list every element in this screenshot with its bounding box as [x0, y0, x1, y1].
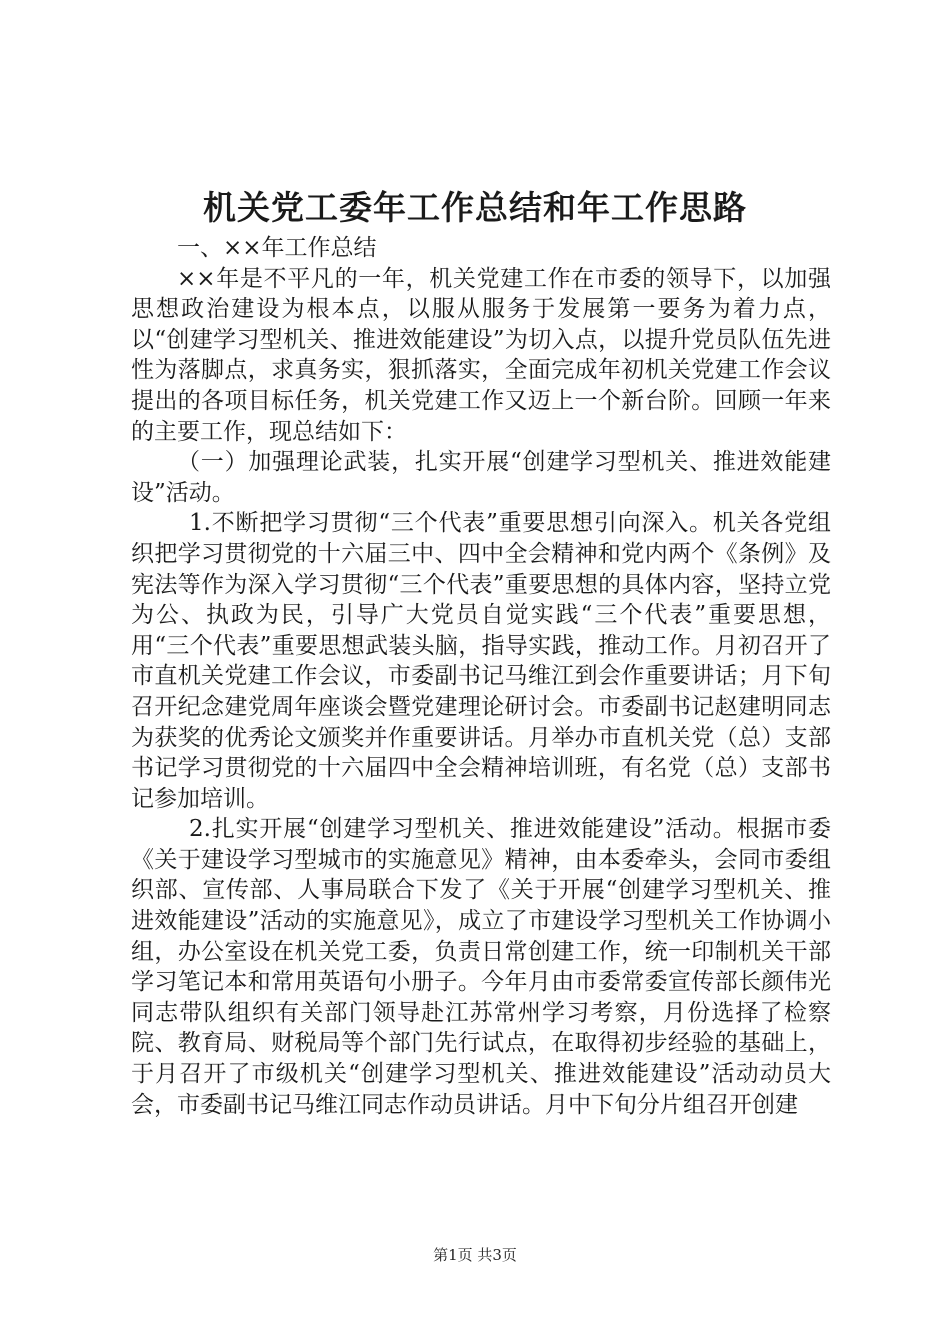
paragraph-item-1: 1.不断把学习贯彻“三个代表”重要思想引向深入。机关各党组织把学习贯彻党的十六届三中、四中全会精神和党内两个《条例》及宪法等作为深入学习贯彻“三个代表”重要思想的具体内容，坚持立党为公、执政为民，引导广大党员自觉实践“三个代表”重要思想，用“三个代表”重要思想武装头脑，指导实践，推动工作。月初召开了市直机关党建工作会议，市委副书记马维江到会作重要讲话；月下旬召开纪念建党周年座谈会暨党建理论研讨会。市委副书记赵建明同志为获奖的优秀论文颁奖并作重要讲话。月举办市直机关党（总）支部书记学习贯彻党的十六届四中全会精神培训班，有名党（总）支部书记参加培训。 [131, 510, 831, 812]
paragraph-subheading-1: （一）加强理论武装，扎实开展“创建学习型机关、推进效能建设”活动。 [131, 449, 831, 506]
document-body [131, 233, 831, 1120]
paragraph-intro: ××年是不平凡的一年，机关党建工作在市委的领导下，以加强思想政治建设为根本点，以服从服务于发展第一要务为着力点，以“创建学习型机关、推进效能建设”为切入点，以提升党员队伍先进性为落脚点，求真务实，狠抓落实，全面完成年初机关党建工作会议提出的各项目标任务，机关党建工作又迈上一个新台阶。回顾一年来的主要工作，现总结如下： [131, 265, 831, 445]
document-title: 机关党工委年工作总结和年工作思路 [203, 188, 747, 227]
section-heading: 一、××年工作总结 [177, 235, 377, 261]
page-footer: 第1页 共3页 [433, 1246, 517, 1264]
paragraph-item-2: 2.扎实开展“创建学习型机关、推进效能建设”活动。根据市委《关于建设学习型城市的实施意见》精神，由本委牵头，会同市委组织部、宣传部、人事局联合下发了《关于开展“创建学习型机关、推进效能建设”活动的实施意见》，成立了市建设学习型机关工作协调小组，办公室设在机关党工委，负责日常创建工作，统一印制机关干部学习笔记本和常用英语句小册子。今年月由市委常委宣传部长颜伟光同志带队组织有关部门领导赴江苏常州学习考察，月份选择了检察院、教育局、财税局等个部门先行试点，在取得初步经验的基础上，于月召开了市级机关“创建学习型机关、推进效能建设”活动动员大会，市委副书记马维江同志作动员讲话。月中下旬分片组召开创建 [131, 816, 831, 1118]
